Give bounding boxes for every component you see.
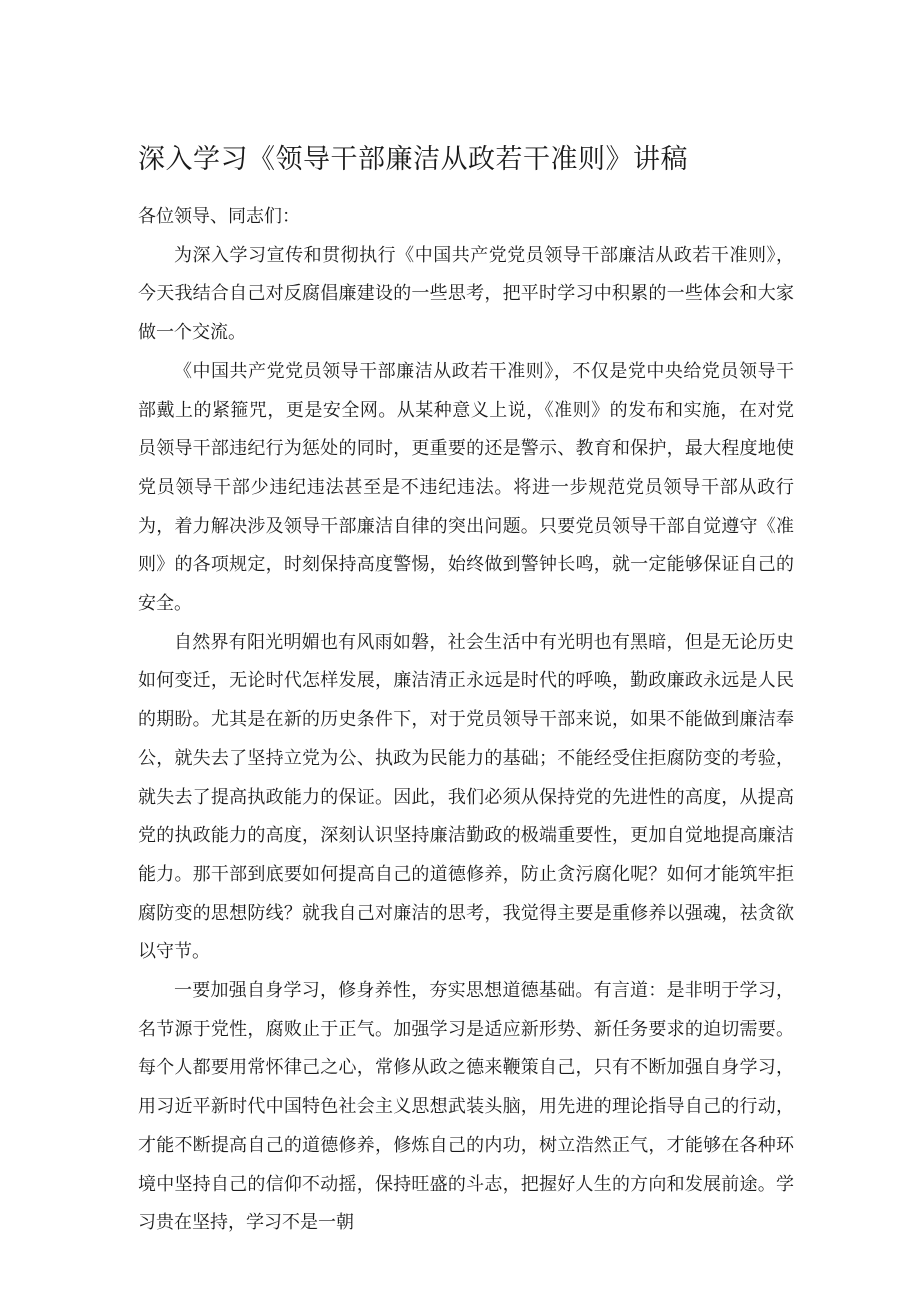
paragraph: 为深入学习宣传和贯彻执行《中国共产党党员领导干部廉洁从政若干准则》，今天我结合自己对反腐倡廉建设的一些思考，把平时学习中积累的一些体会和大家做一个交流。 xyxy=(138,244,794,344)
salutation: 各位领导、同志们： xyxy=(138,206,300,227)
paragraph: 《中国共产党党员领导干部廉洁从政若干准则》，不仅是党中央给党员领导干部戴上的紧箍咒，更是安全网。从某种意义上说，《准则》的发布和实施，在对党员领导干部违纪行为惩处的同时，更重要的还是警示、教育和保护，最大程度地使党员领导干部少违纪违法甚至是不违纪违法。将进一步规范党员领导干部从政行为，着力解决涉及领导干部廉洁自律的突出问题。只要党员领导干部自觉遵守《准则》的各项规定，时刻保持高度警惕，始终做到警钟长鸣，就一定能够保证自己的安全。 xyxy=(138,360,794,615)
paragraph: 自然界有阳光明媚也有风雨如磐，社会生活中有光明也有黑暗，但是无论历史如何变迁，无论时代怎样发展，廉洁清正永远是时代的呼唤，勤政廉政永远是人民的期盼。尤其是在新的历史条件下，对于党员领导干部来说，如果不能做到廉洁奉公，就失去了坚持立党为公、执政为民能力的基础；不能经受住拒腐防变的考验，就失去了提高执政能力的保证。因此，我们必须从保持党的先进性的高度，从提高党的执政能力的高度，深刻认识坚持廉洁勤政的极端重要性，更加自觉地提高廉洁能力。那干部到底要如何提高自己的道德修养，防止贪污腐化呢？如何才能筑牢拒腐防变的思想防线？就我自己对廉洁的思考，我觉得主要是重修养以强魂，祛贪欲以守节。 xyxy=(138,631,794,963)
document-body xyxy=(138,198,794,1243)
paragraph: 一要加强自身学习，修身养性，夯实思想道德基础。有言道：是非明于学习，名节源于党性，腐败止于正气。加强学习是适应新形势、新任务要求的迫切需要。每个人都要用常怀律己之心，常修从政之德来鞭策自己，只有不断加强自身学习，用习近平新时代中国特色社会主义思想武装头脑，用先进的理论指导自己的行动，才能不断提高自己的道德修养，修炼自己的内功，树立浩然正气，才能够在各种环境中坚持自己的信仰不动摇，保持旺盛的斗志，把握好人生的方向和发展前途。学习贵在坚持，学习不是一朝 xyxy=(138,980,794,1234)
document-title: 深入学习《领导干部廉洁从政若干准则》讲稿 xyxy=(138,144,688,175)
